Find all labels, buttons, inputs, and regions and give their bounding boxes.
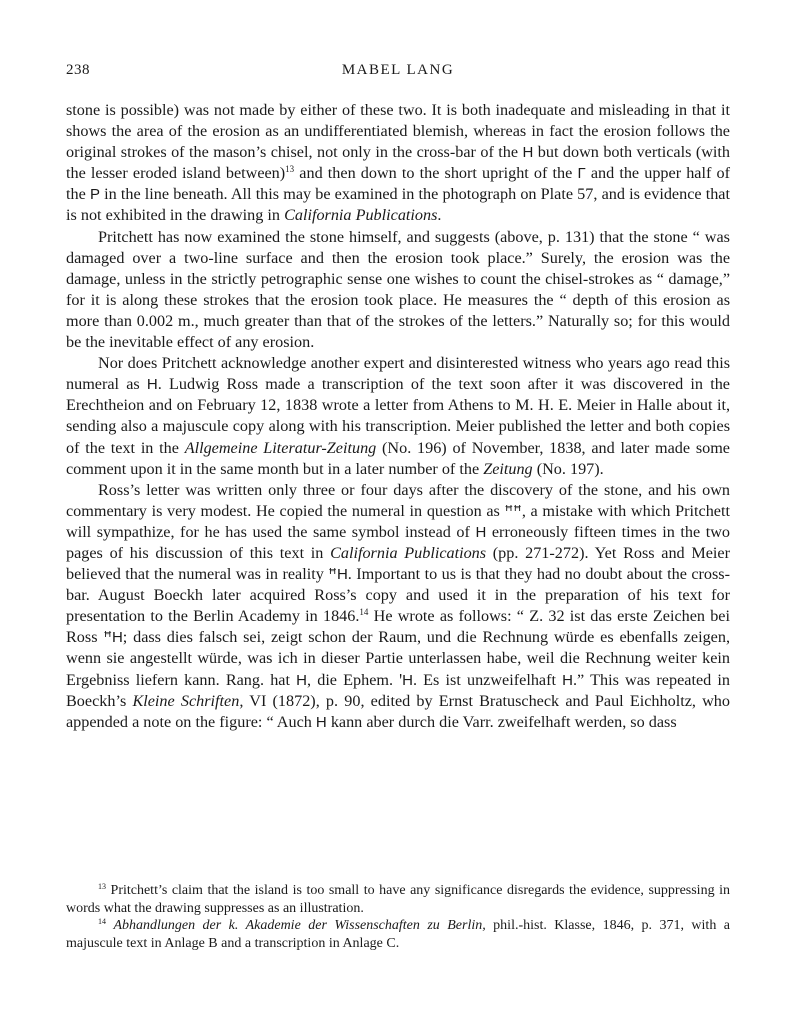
text-run: . Ludwig Ross made a transcription of the text soon after it was discovered in the Erechtheion and on February 12, 1838 wrote a letter from Athens to M. H. E. Meier in Halle about it, sending also a majuscule copy along with his transcription. Meier published the letter and both copies of the text in the <box>66 375 730 457</box>
footnote-marker: 14 <box>98 917 106 926</box>
numeral-symbol: H <box>315 713 327 731</box>
running-head: MABEL LANG <box>341 62 455 78</box>
text-run: . Es ist unzweifelhaft <box>412 670 563 689</box>
page-number: 238 <box>66 62 90 78</box>
page <box>66 62 730 733</box>
footnote-13 <box>66 882 730 917</box>
text-run: , die Ephem. <box>307 670 400 689</box>
numeral-symbol: H <box>522 144 534 162</box>
publication-title: Zeitung <box>483 459 533 478</box>
text-run: He wrote as follows: “ Z. 32 ist das erste Zeichen bei Ross <box>66 607 730 647</box>
body-text <box>66 100 730 733</box>
text-run: VI (1872), p. 90, edited by Ernst Bratuscheck and Paul Eichholtz, who appended a note on the figure: “ Auch <box>66 691 730 731</box>
publication-title: Abhandlungen der k. Akademie der Wissenschaften zu Berlin, <box>113 918 486 933</box>
text-run: but down both verticals (with the lesser eroded island between) <box>66 143 730 183</box>
paragraph-2: Pritchett has now examined the stone himself, and suggests (above, p. 131) that the stone “ was damaged over a two-line surface and then the erosion took place.” Surely, the erosion was the damage, unless in the strictly petrographic sense one wishes to count the chisel-strokes as “ damage,” for it is along these strokes that the erosion took place. He measures the “ depth of this erosion as more than 0.002 m., much greater than that of the strokes of the letters.” Naturally so; for this would be the inevitable effect of any erosion. <box>66 227 730 352</box>
footnote-14 <box>66 917 730 952</box>
numeral-symbol: ꟸH <box>103 629 123 647</box>
text-run: in the line beneath. All this may be examined in the photograph on Plate 57, and is evidence that is not exhibited in the drawing in <box>66 185 730 225</box>
footnote-marker: 13 <box>98 882 106 891</box>
text-run: and the upper half of the <box>66 164 730 204</box>
numeral-symbol: P <box>89 186 100 204</box>
text-run: (No. 196) of November, 1838, and later made some comment upon it in the same month but in a later number of the <box>66 438 730 478</box>
paragraph-3 <box>66 353 730 480</box>
text-run: (No. 197). <box>532 459 604 478</box>
text-run: ; dass dies falsch sei, zeigt schon der Raum, und die Rechnung würde es ebenfalls zeigen, wenn sie angestellt würde, was ich in dieser Partie unterlassen habe, weil die Rechnung weiter kein Ergebniss liefern kann. Rang. hat <box>66 628 730 689</box>
footnote-ref-13[interactable]: 13 <box>285 164 295 175</box>
text-run: kann aber durch die Varr. zweifelhaft werden, so dass <box>326 712 677 731</box>
publication-title: Allgemeine Literatur-Zeitung <box>184 438 377 457</box>
numeral-symbol: H <box>296 671 307 689</box>
text-run: and then down to the short upright of the <box>294 164 578 183</box>
text-run: . <box>437 206 442 225</box>
text-run: phil.-hist. Klasse, 1846, p. 371, with a majuscule text in Anlage B and a transcription in Anlage C. <box>66 918 730 951</box>
numeral-symbol: Γ <box>577 165 586 183</box>
text-run: Ross’s letter was written only three or four days after the discovery of the stone, and his own commentary is very modest. He copied the numeral in question as <box>66 480 730 520</box>
page-header <box>66 62 730 86</box>
text-run: Pritchett’s claim that the island is too small to have any significance disregards the evidence, suppressing in words what the drawing suppresses as an illustration. <box>66 883 730 916</box>
text-run: .” This was repeated in Boeckh’s <box>66 670 730 710</box>
footnote-ref-14[interactable]: 14 <box>359 607 369 618</box>
footnotes <box>66 882 730 952</box>
text-run: , a mistake with which Pritchett will sympathize, for he has used the same symbol instead of <box>66 501 730 541</box>
numeral-symbol: ꟸꟸ <box>504 502 522 520</box>
publication-title: California Publications <box>284 206 438 225</box>
numeral-symbol: ꟸH <box>328 566 348 584</box>
publication-title: California Publications <box>330 543 487 562</box>
publication-title: Kleine Schriften, <box>132 691 244 710</box>
numeral-symbol: H <box>475 523 487 541</box>
numeral-symbol: H <box>146 376 158 394</box>
text-run: Nor does Pritchett acknowledge another expert and disinterested witness who years ago read this numeral as <box>66 354 730 394</box>
paragraph-4 <box>66 480 730 733</box>
numeral-symbol: H <box>562 671 573 689</box>
text-run: stone is possible) was not made by either of these two. It is both inadequate and misleading in that it shows the area of the erosion as an undifferentiated blemish, whereas in fact the erosion follows the original strokes of the mason’s chisel, not only in the cross-bar of the <box>66 101 730 162</box>
text-run: (pp. 271-272). Yet Ross and Meier believed that the numeral was in reality <box>66 543 730 584</box>
numeral-symbol: ꞌH <box>399 671 413 689</box>
paragraph-1 <box>66 100 730 227</box>
text-run: . Important to us is that they had no doubt about the cross-bar. August Boeckh later acquired Ross’s copy and used it in the preparation of his text for presentation to the Berlin Academy in 1846. <box>66 565 731 626</box>
text-run: erroneously fifteen times in the two pages of his discussion of this text in <box>66 522 730 562</box>
